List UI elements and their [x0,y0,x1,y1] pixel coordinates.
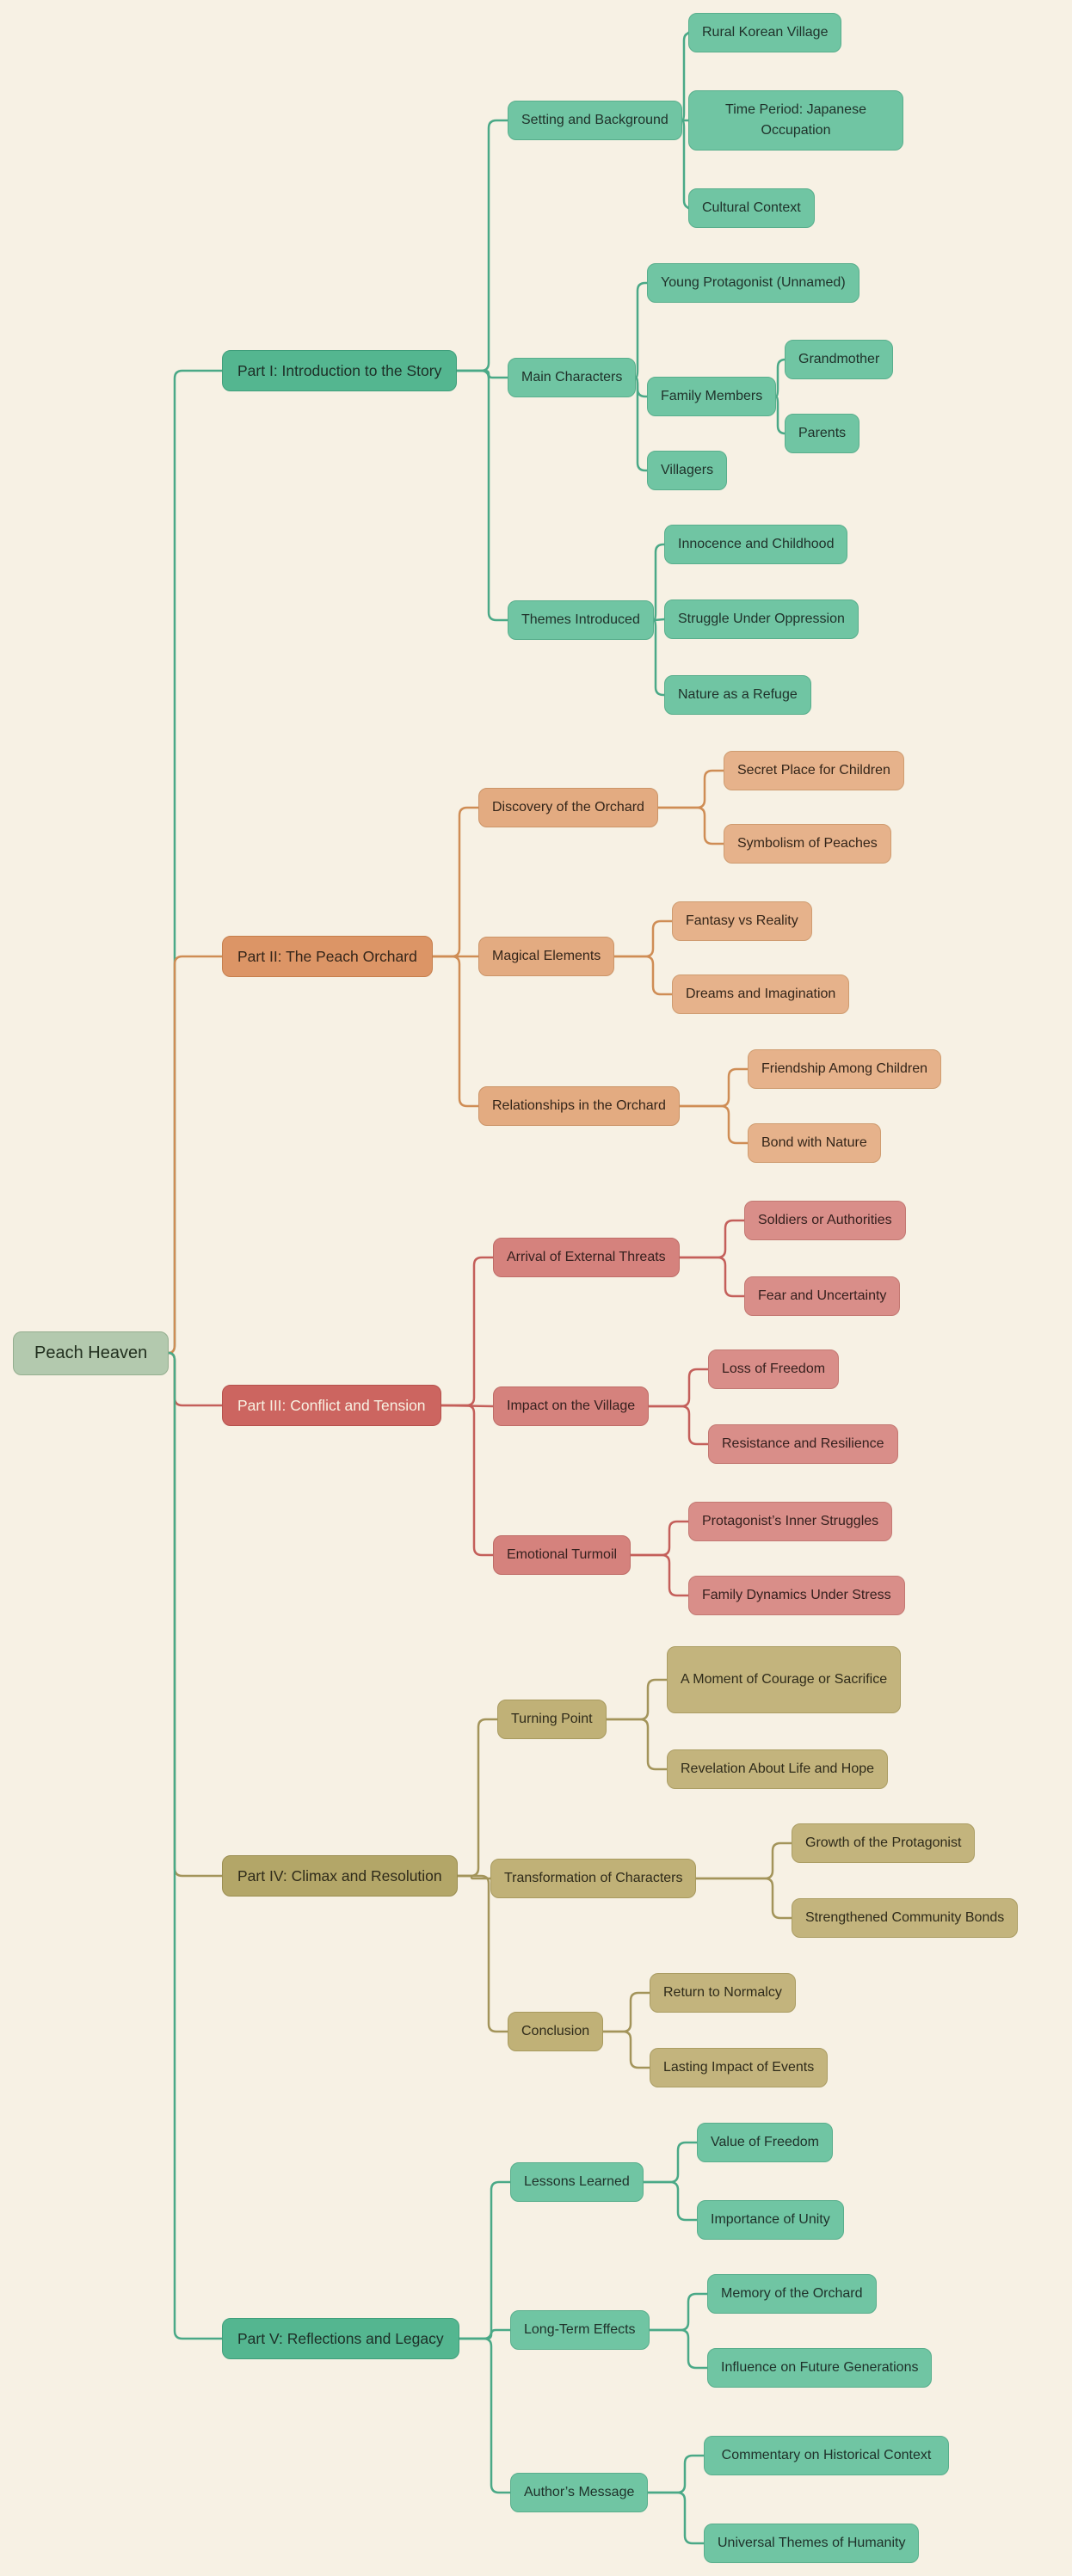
edge-influence-on-future-generations [650,2330,707,2368]
node-discovery-of-the-orchard[interactable]: Discovery of the Orchard [478,788,658,827]
node-villagers[interactable]: Villagers [647,451,727,490]
node-loss-of-freedom[interactable]: Loss of Freedom [708,1349,839,1389]
edge-revelation-about-life-and-hope [607,1719,667,1769]
edge-conclusion [458,1876,508,2032]
node-innocence-and-childhood[interactable]: Innocence and Childhood [664,525,847,564]
node-struggle-under-oppression[interactable]: Struggle Under Oppression [664,599,859,639]
node-fear-and-uncertainty[interactable]: Fear and Uncertainty [744,1276,900,1316]
edge-themes-introduced [457,371,508,620]
node-magical-elements[interactable]: Magical Elements [478,937,614,976]
node-revelation-about-life-and-hope[interactable]: Revelation About Life and Hope [667,1749,888,1789]
node-lasting-impact-of-events[interactable]: Lasting Impact of Events [650,2048,828,2087]
edge-long-term-effects [459,2330,510,2339]
node-turning-point[interactable]: Turning Point [497,1700,607,1739]
node-commentary-on-historical-context[interactable]: Commentary on Historical Context [704,2436,949,2475]
node-impact-on-the-village[interactable]: Impact on the Village [493,1386,649,1426]
node-strengthened-community-bonds[interactable]: Strengthened Community Bonds [792,1898,1018,1938]
edge-setting-and-background [457,120,508,371]
node-peach-heaven[interactable]: Peach Heaven [13,1331,169,1375]
node-young-protagonist-unnamed[interactable]: Young Protagonist (Unnamed) [647,263,859,303]
node-dreams-and-imagination[interactable]: Dreams and Imagination [672,974,849,1014]
edge-symbolism-of-peaches [658,808,724,844]
edge-protagonist-s-inner-struggles [631,1522,688,1555]
edge-author-s-message [459,2339,510,2493]
edge-lessons-learned [459,2182,510,2339]
edge-part-ii-the-peach-orchard [169,956,222,1353]
edge-nature-as-a-refuge [654,620,664,695]
edge-friendship-among-children [680,1069,748,1106]
node-family-members[interactable]: Family Members [647,377,776,416]
edge-commentary-on-historical-context [648,2456,704,2493]
node-secret-place-for-children[interactable]: Secret Place for Children [724,751,904,790]
edge-loss-of-freedom [649,1369,708,1406]
node-transformation-of-characters[interactable]: Transformation of Characters [490,1859,696,1898]
node-resistance-and-resilience[interactable]: Resistance and Resilience [708,1424,898,1464]
node-rural-korean-village[interactable]: Rural Korean Village [688,13,841,52]
edge-value-of-freedom [644,2143,697,2182]
node-a-moment-of-courage-or-sacrifice[interactable]: A Moment of Courage or Sacrifice [667,1646,901,1713]
node-grandmother[interactable]: Grandmother [785,340,893,379]
edge-bond-with-nature [680,1106,748,1143]
node-value-of-freedom[interactable]: Value of Freedom [697,2123,833,2162]
node-protagonist-s-inner-struggles[interactable]: Protagonist’s Inner Struggles [688,1502,892,1541]
node-bond-with-nature[interactable]: Bond with Nature [748,1123,881,1163]
edge-struggle-under-oppression [654,619,664,620]
edge-memory-of-the-orchard [650,2294,707,2330]
node-main-characters[interactable]: Main Characters [508,358,636,397]
node-symbolism-of-peaches[interactable]: Symbolism of Peaches [724,824,891,864]
edge-strengthened-community-bonds [696,1878,792,1918]
node-parents[interactable]: Parents [785,414,859,453]
node-long-term-effects[interactable]: Long-Term Effects [510,2310,650,2350]
edge-universal-themes-of-humanity [648,2493,704,2543]
edge-a-moment-of-courage-or-sacrifice [607,1680,667,1719]
node-time-period-japanese-occupation[interactable]: Time Period: Japanese Occupation [688,90,903,151]
edge-importance-of-unity [644,2182,697,2220]
edge-soldiers-or-authorities [680,1220,744,1257]
edge-part-i-introduction-to-the-story [169,371,222,1353]
node-memory-of-the-orchard[interactable]: Memory of the Orchard [707,2274,877,2314]
node-setting-and-background[interactable]: Setting and Background [508,101,682,140]
edge-part-iv-climax-and-resolution [169,1353,222,1876]
edge-turning-point [458,1719,497,1876]
edge-fantasy-vs-reality [614,921,672,956]
node-lessons-learned[interactable]: Lessons Learned [510,2162,644,2202]
node-family-dynamics-under-stress[interactable]: Family Dynamics Under Stress [688,1576,905,1615]
edge-part-v-reflections-and-legacy [169,1353,222,2339]
node-emotional-turmoil[interactable]: Emotional Turmoil [493,1535,631,1575]
edge-discovery-of-the-orchard [433,808,478,956]
node-part-i-introduction-to-the-story[interactable]: Part I: Introduction to the Story [222,350,457,391]
node-influence-on-future-generations[interactable]: Influence on Future Generations [707,2348,932,2388]
edge-relationships-in-the-orchard [433,956,478,1106]
node-growth-of-the-protagonist[interactable]: Growth of the Protagonist [792,1823,975,1863]
node-universal-themes-of-humanity[interactable]: Universal Themes of Humanity [704,2524,919,2563]
edge-villagers [636,378,647,470]
edge-growth-of-the-protagonist [696,1843,792,1878]
edge-arrival-of-external-threats [441,1257,493,1405]
edge-lasting-impact-of-events [603,2032,650,2068]
edge-resistance-and-resilience [649,1406,708,1444]
node-friendship-among-children[interactable]: Friendship Among Children [748,1049,941,1089]
edge-fear-and-uncertainty [680,1257,744,1296]
node-arrival-of-external-threats[interactable]: Arrival of External Threats [493,1238,680,1277]
node-conclusion[interactable]: Conclusion [508,2012,603,2051]
edge-dreams-and-imagination [614,956,672,994]
edge-secret-place-for-children [658,771,724,808]
node-relationships-in-the-orchard[interactable]: Relationships in the Orchard [478,1086,680,1126]
node-part-iii-conflict-and-tension[interactable]: Part III: Conflict and Tension [222,1385,441,1426]
node-importance-of-unity[interactable]: Importance of Unity [697,2200,844,2240]
edge-young-protagonist-unnamed [636,283,647,378]
node-nature-as-a-refuge[interactable]: Nature as a Refuge [664,675,811,715]
node-return-to-normalcy[interactable]: Return to Normalcy [650,1973,796,2013]
node-fantasy-vs-reality[interactable]: Fantasy vs Reality [672,901,812,941]
node-themes-introduced[interactable]: Themes Introduced [508,600,654,640]
edge-part-iii-conflict-and-tension [169,1353,222,1405]
node-soldiers-or-authorities[interactable]: Soldiers or Authorities [744,1201,906,1240]
edge-emotional-turmoil [441,1405,493,1555]
node-part-iv-climax-and-resolution[interactable]: Part IV: Climax and Resolution [222,1855,458,1897]
node-part-ii-the-peach-orchard[interactable]: Part II: The Peach Orchard [222,936,433,977]
edge-return-to-normalcy [603,1993,650,2032]
node-author-s-message[interactable]: Author’s Message [510,2473,648,2512]
edge-innocence-and-childhood [654,544,664,620]
node-part-v-reflections-and-legacy[interactable]: Part V: Reflections and Legacy [222,2318,459,2359]
node-cultural-context[interactable]: Cultural Context [688,188,815,228]
edge-family-dynamics-under-stress [631,1555,688,1595]
